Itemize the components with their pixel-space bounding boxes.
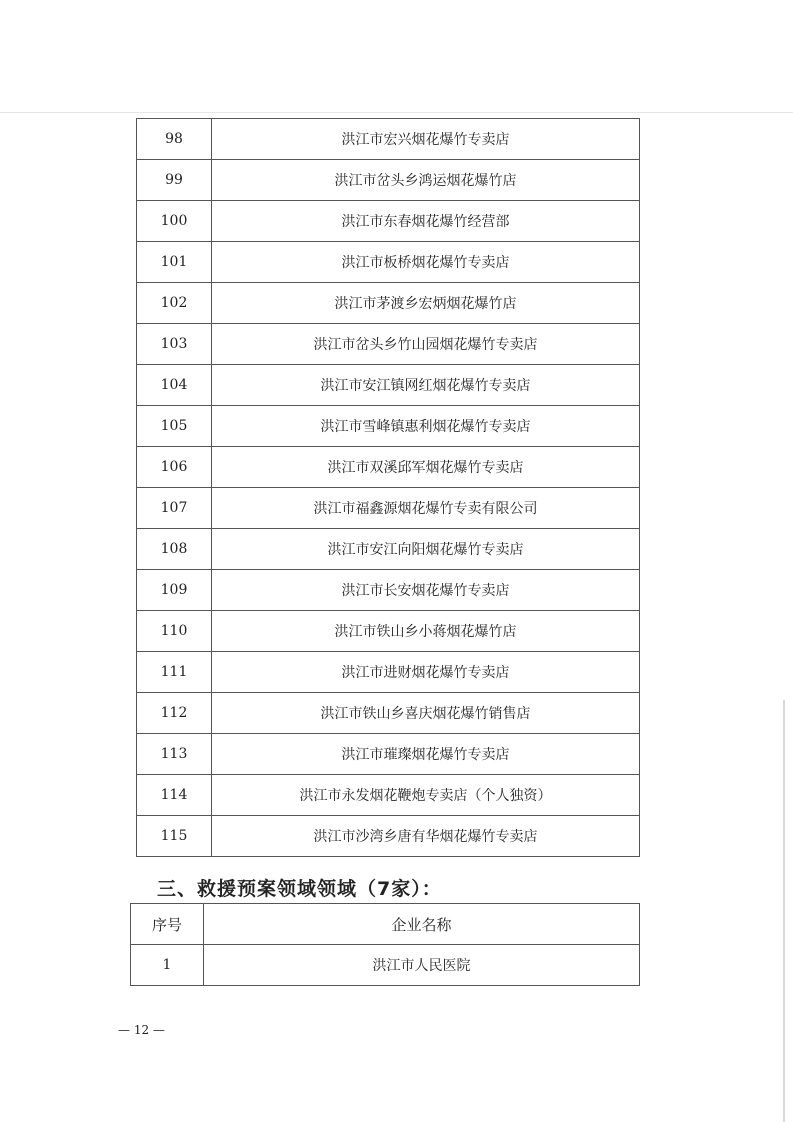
table-row (137, 365, 640, 406)
company-name: 洪江市安江向阳烟花爆竹专卖店 (212, 529, 640, 570)
row-number: 107 (137, 488, 212, 529)
row-number: 104 (137, 365, 212, 406)
table-row (137, 447, 640, 488)
row-number: 114 (137, 775, 212, 816)
row-number: 98 (137, 119, 212, 160)
company-name: 洪江市雪峰镇惠利烟花爆竹专卖店 (212, 406, 640, 447)
company-name: 洪江市长安烟花爆竹专卖店 (212, 570, 640, 611)
page-number: — 12 — (118, 1023, 165, 1037)
table-row (137, 693, 640, 734)
row-number: 103 (137, 324, 212, 365)
table-row (137, 734, 640, 775)
row-number: 99 (137, 160, 212, 201)
company-name: 洪江市安江镇网红烟花爆竹专卖店 (212, 365, 640, 406)
table-header-row (131, 904, 640, 945)
table-row (137, 775, 640, 816)
row-number: 113 (137, 734, 212, 775)
company-name: 洪江市宏兴烟花爆竹专卖店 (212, 119, 640, 160)
row-number: 111 (137, 652, 212, 693)
row-number: 100 (137, 201, 212, 242)
table-row (137, 119, 640, 160)
table-row (137, 283, 640, 324)
company-name: 洪江市璀璨烟花爆竹专卖店 (212, 734, 640, 775)
company-name: 洪江市岔头乡鸿运烟花爆竹店 (212, 160, 640, 201)
section-heading: 三、救援预案领域领域（7家）： (157, 878, 442, 900)
table-row (137, 816, 640, 857)
table-row (137, 406, 640, 447)
row-number: 112 (137, 693, 212, 734)
row-number: 1 (131, 945, 204, 986)
row-number: 105 (137, 406, 212, 447)
company-name: 洪江市沙湾乡唐有华烟花爆竹专卖店 (212, 816, 640, 857)
company-name: 洪江市永发烟花鞭炮专卖店（个人独资） (212, 775, 640, 816)
header-divider (0, 112, 793, 113)
rescue-plan-table (130, 903, 640, 986)
column-header-company-name: 企业名称 (204, 904, 640, 945)
table-row (131, 945, 640, 986)
row-number: 109 (137, 570, 212, 611)
table-row (137, 242, 640, 283)
table-row (137, 324, 640, 365)
company-name: 洪江市岔头乡竹山园烟花爆竹专卖店 (212, 324, 640, 365)
table-row (137, 611, 640, 652)
table-row (137, 570, 640, 611)
row-number: 108 (137, 529, 212, 570)
scan-edge (783, 700, 785, 1122)
row-number: 110 (137, 611, 212, 652)
table-row (137, 160, 640, 201)
column-header-number: 序号 (131, 904, 204, 945)
company-name: 洪江市铁山乡喜庆烟花爆竹销售店 (212, 693, 640, 734)
company-name: 洪江市双溪邱军烟花爆竹专卖店 (212, 447, 640, 488)
row-number: 106 (137, 447, 212, 488)
table-row (137, 652, 640, 693)
table-row (137, 529, 640, 570)
company-name: 洪江市铁山乡小蒋烟花爆竹店 (212, 611, 640, 652)
company-name: 洪江市东春烟花爆竹经营部 (212, 201, 640, 242)
row-number: 101 (137, 242, 212, 283)
company-name: 洪江市板桥烟花爆竹专卖店 (212, 242, 640, 283)
enterprise-list-table (136, 118, 640, 857)
row-number: 115 (137, 816, 212, 857)
company-name: 洪江市人民医院 (204, 945, 640, 986)
company-name: 洪江市福鑫源烟花爆竹专卖有限公司 (212, 488, 640, 529)
company-name: 洪江市进财烟花爆竹专卖店 (212, 652, 640, 693)
row-number: 102 (137, 283, 212, 324)
company-name: 洪江市茅渡乡宏炳烟花爆竹店 (212, 283, 640, 324)
table-row (137, 488, 640, 529)
table-row (137, 201, 640, 242)
